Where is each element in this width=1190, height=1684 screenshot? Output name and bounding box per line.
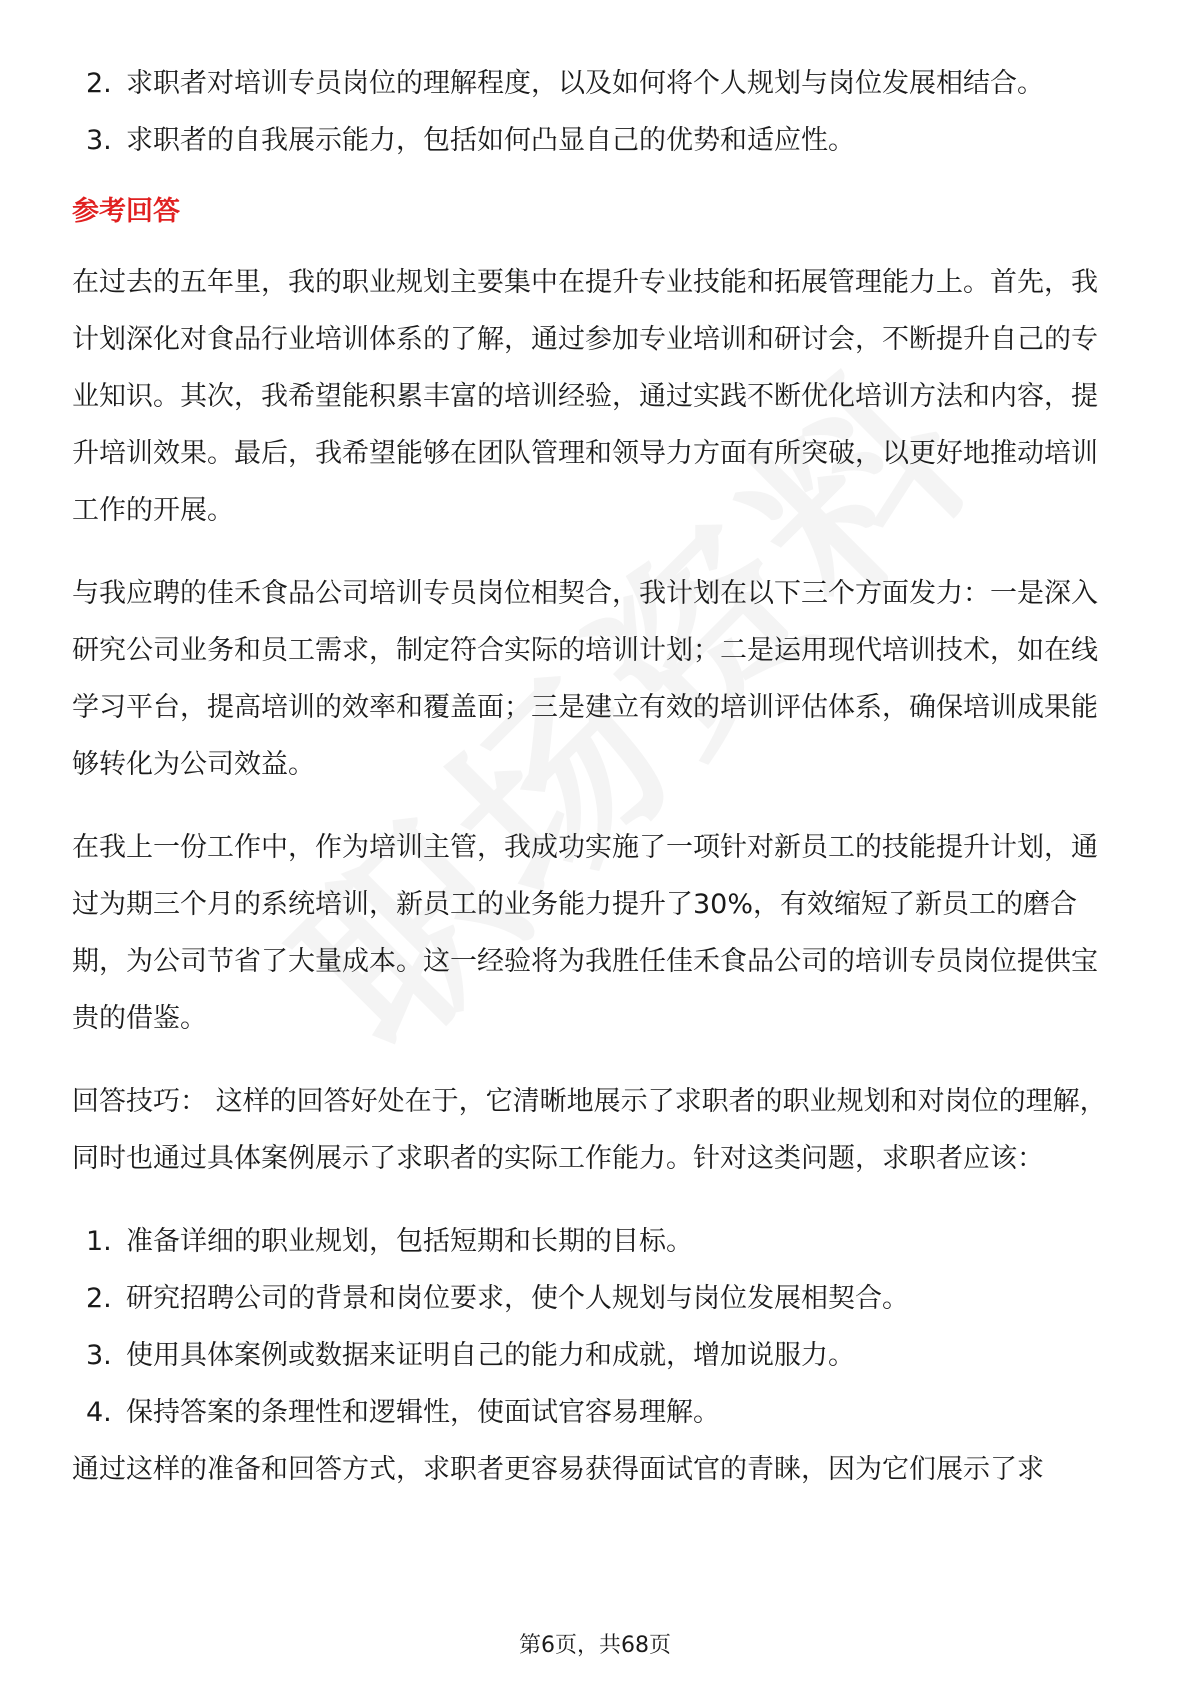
- tips-list: [72, 1213, 1122, 1441]
- paragraph: 与我应聘的佳禾食品公司培训专员岗位相契合，我计划在以下三个方面发力：一是深入研究公司业务和员工需求，制定符合实际的培训计划；二是运用现代培训技术，如在线学习平台，提高培训的效率和覆盖面；三是建立有效的培训评估体系，确保培训成果能够转化为公司效益。: [72, 578, 1098, 780]
- closing-paragraph: 通过这样的准备和回答方式，求职者更容易获得面试官的青睐，因为它们展示了求: [72, 1454, 1044, 1485]
- page-content: [72, 55, 1122, 1524]
- list-item: [72, 1270, 1122, 1327]
- tips-intro-paragraph: 回答技巧： 这样的回答好处在于，它清晰地展示了求职者的职业规划和对岗位的理解，同时也通过具体案例展示了求职者的实际工作能力。针对这类问题，求职者应该：: [72, 1086, 1107, 1174]
- list-item-number: 3.: [86, 1340, 112, 1371]
- list-item: [72, 1213, 1122, 1270]
- list-item-number: 3.: [86, 125, 112, 156]
- list-item-text: 保持答案的条理性和逻辑性，使面试官容易理解。: [126, 1397, 720, 1428]
- list-item-number: 2.: [86, 1283, 112, 1314]
- list-item-text: 研究招聘公司的背景和岗位要求，使个人规划与岗位发展相契合。: [126, 1283, 909, 1314]
- list-item: [72, 1384, 1122, 1441]
- list-item-text: 求职者的自我展示能力，包括如何凸显自己的优势和适应性。: [126, 125, 855, 156]
- list-item: [72, 1327, 1122, 1384]
- list-item-number: 1.: [86, 1226, 112, 1257]
- paragraph: 在过去的五年里，我的职业规划主要集中在提升专业技能和拓展管理能力上。首先，我计划深化对食品行业培训体系的了解，通过参加专业培训和研讨会，不断提升自己的专业知识。其次，我希望能积累丰富的培训经验，通过实践不断优化培训方法和内容，提升培训效果。最后，我希望能够在团队管理和领导力方面有所突破，以更好地推动培训工作的开展。: [72, 267, 1098, 526]
- list-item-number: 4.: [86, 1397, 112, 1428]
- list-item-text: 使用具体案例或数据来证明自己的能力和成就，增加说服力。: [126, 1340, 855, 1371]
- list-item: [72, 112, 1122, 169]
- paragraph: 在我上一份工作中，作为培训主管，我成功实施了一项针对新员工的技能提升计划，通过为期三个月的系统培训，新员工的业务能力提升了30%，有效缩短了新员工的磨合期，为公司节省了大量成本。这一经验将为我胜任佳禾食品公司的培训专员岗位提供宝贵的借鉴。: [72, 832, 1098, 1034]
- page-footer: 第6页，共68页: [519, 1633, 671, 1658]
- evaluation-points-list: [72, 55, 1122, 169]
- list-item-text: 求职者对培训专员岗位的理解程度，以及如何将个人规划与岗位发展相结合。: [126, 68, 1044, 99]
- answer-heading: 参考回答: [72, 196, 180, 227]
- list-item: [72, 55, 1122, 112]
- list-item-text: 准备详细的职业规划，包括短期和长期的目标。: [126, 1226, 693, 1257]
- list-item-number: 2.: [86, 68, 112, 99]
